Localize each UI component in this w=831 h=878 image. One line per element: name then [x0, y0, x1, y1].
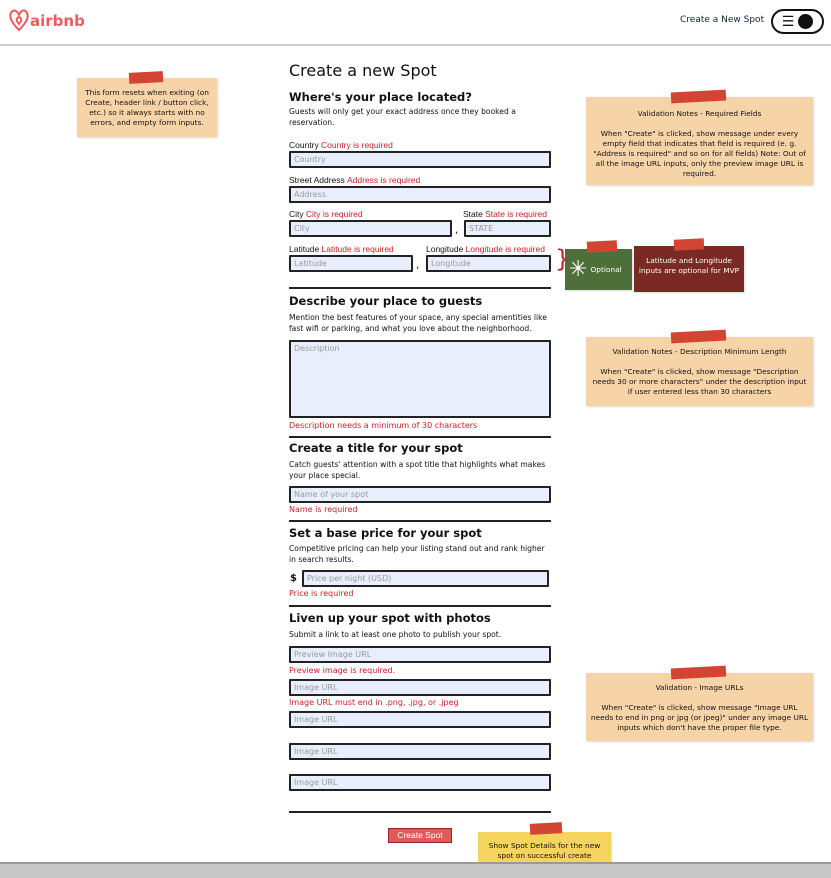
latitude-error: Latitude is required [321, 244, 394, 254]
comma: , [416, 260, 420, 271]
price-error: Price is required [289, 589, 354, 598]
country-input[interactable]: Country [289, 151, 551, 168]
image-url-input[interactable]: Image URL [289, 711, 551, 728]
section-heading-photos: Liven up your spot with photos [289, 611, 491, 625]
comma: , [455, 225, 459, 236]
state-error: State is required [485, 209, 547, 219]
section-heading-title: Create a title for your spot [289, 441, 463, 455]
note-text: Optional [590, 264, 622, 274]
image-url-error: Image URL must end in .png, .jpg, or .jpeg [289, 698, 459, 707]
city-input[interactable]: City [289, 220, 452, 237]
divider [289, 520, 551, 522]
note-text: When "Create" is clicked, show message "Description needs 30 or more characters" under the description input if user entered less than 30 characters [592, 367, 807, 396]
state-label: State [463, 209, 483, 219]
note-required-fields [586, 97, 813, 185]
note-image-urls [586, 673, 813, 741]
airbnb-logo-icon [8, 8, 30, 34]
latitude-label: Latitude [289, 244, 320, 254]
state-input[interactable]: STATE [464, 220, 551, 237]
country-label-row [289, 140, 393, 150]
divider [289, 811, 551, 813]
logo[interactable] [8, 8, 85, 34]
section-heading-location: Where's your place located? [289, 90, 472, 104]
address-input[interactable]: Address [289, 186, 551, 203]
page-title: Create a new Spot [289, 61, 437, 80]
note-form-reset [77, 78, 217, 137]
city-error: City is required [305, 209, 363, 219]
divider [289, 436, 551, 438]
longitude-error: Longitude is required [465, 244, 545, 254]
section-subtext: Competitive pricing can help your listing stand out and rank higher in search results. [289, 544, 545, 564]
address-error: Address is required [347, 175, 421, 185]
note-text: When "Create" is clicked, show message "Image URL needs to end in png or jpg (or jpeg)" under any image URL inputs which don't have the proper file type. [590, 703, 809, 732]
latitude-input[interactable]: Latitude [289, 255, 413, 272]
asterisk-icon: ✳ [569, 256, 588, 282]
note-text: This form resets when exiting (on Create, header link / button click, etc.) so it always starts with no errors, and empty form inputs. [85, 88, 209, 127]
section-subtext: Catch guests' attention with a spot title that highlights what makes your place special. [289, 460, 546, 480]
note-optional [565, 249, 632, 290]
address-label: Street Address [289, 175, 345, 185]
footer-bar [0, 862, 831, 878]
currency-symbol: $ [290, 573, 297, 584]
note-title: Validation Notes - Description Minimum Length [612, 347, 787, 356]
city-label-row [289, 209, 363, 219]
preview-image-input[interactable]: Preview Image URL [289, 646, 551, 663]
section-subtext: Mention the best features of your space, any special amentities like fast wifi or parking, and what you love about the neighborhood. [289, 313, 547, 333]
section-heading-price: Set a base price for your spot [289, 526, 482, 540]
latitude-label-row [289, 244, 394, 254]
user-circle-icon [798, 14, 813, 29]
description-error: Description needs a minimum of 30 characters [289, 421, 478, 430]
note-latlng-optional [634, 246, 744, 292]
image-url-input[interactable]: Image URL [289, 774, 551, 791]
note-text: When "Create" is clicked, show message under every empty field that indicates that field is required (e. g. "Address is required" and so on for all fields) Note: Out of all the image URL inputs, only the preview image URL is required. [593, 129, 806, 178]
state-label-row [463, 209, 547, 219]
price-input[interactable]: Price per night (USD) [302, 570, 549, 587]
longitude-label: Longitude [426, 244, 464, 254]
longitude-label-row [426, 244, 545, 254]
preview-image-error: Preview image is required. [289, 666, 396, 675]
divider [289, 287, 551, 289]
description-textarea[interactable]: Description [289, 340, 551, 418]
divider [289, 605, 551, 607]
note-title: Validation - Image URLs [655, 683, 744, 692]
country-error: Country is required [321, 140, 393, 150]
section-heading-description: Describe your place to guests [289, 294, 483, 308]
name-error: Name is required [289, 505, 358, 514]
note-text: Latitude and Longitude inputs are optional for MVP [638, 256, 740, 275]
image-url-input[interactable]: Image URL [289, 743, 551, 760]
longitude-input[interactable]: Longitude [426, 255, 551, 272]
hamburger-icon: ☰ [781, 13, 795, 30]
note-title: Validation Notes - Required Fields [637, 109, 762, 118]
create-new-spot-link[interactable]: Create a New Spot [680, 15, 765, 25]
logo-text: airbnb [30, 12, 85, 30]
create-spot-button[interactable]: Create Spot [388, 828, 452, 843]
spot-name-input[interactable]: Name of your spot [289, 486, 551, 503]
brace-icon: } [555, 245, 571, 273]
profile-menu-button[interactable] [771, 9, 824, 34]
country-label: Country [289, 140, 319, 150]
note-description-length [586, 337, 813, 406]
image-url-input[interactable]: Image URL [289, 679, 551, 696]
section-subtext: Submit a link to at least one photo to publish your spot. [289, 630, 502, 639]
header [0, 0, 831, 46]
city-label: City [289, 209, 304, 219]
address-label-row [289, 175, 420, 185]
note-text: Show Spot Details for the new spot on successful create [488, 841, 601, 860]
section-subtext: Guests will only get your exact address once they booked a reservation. [289, 107, 516, 127]
